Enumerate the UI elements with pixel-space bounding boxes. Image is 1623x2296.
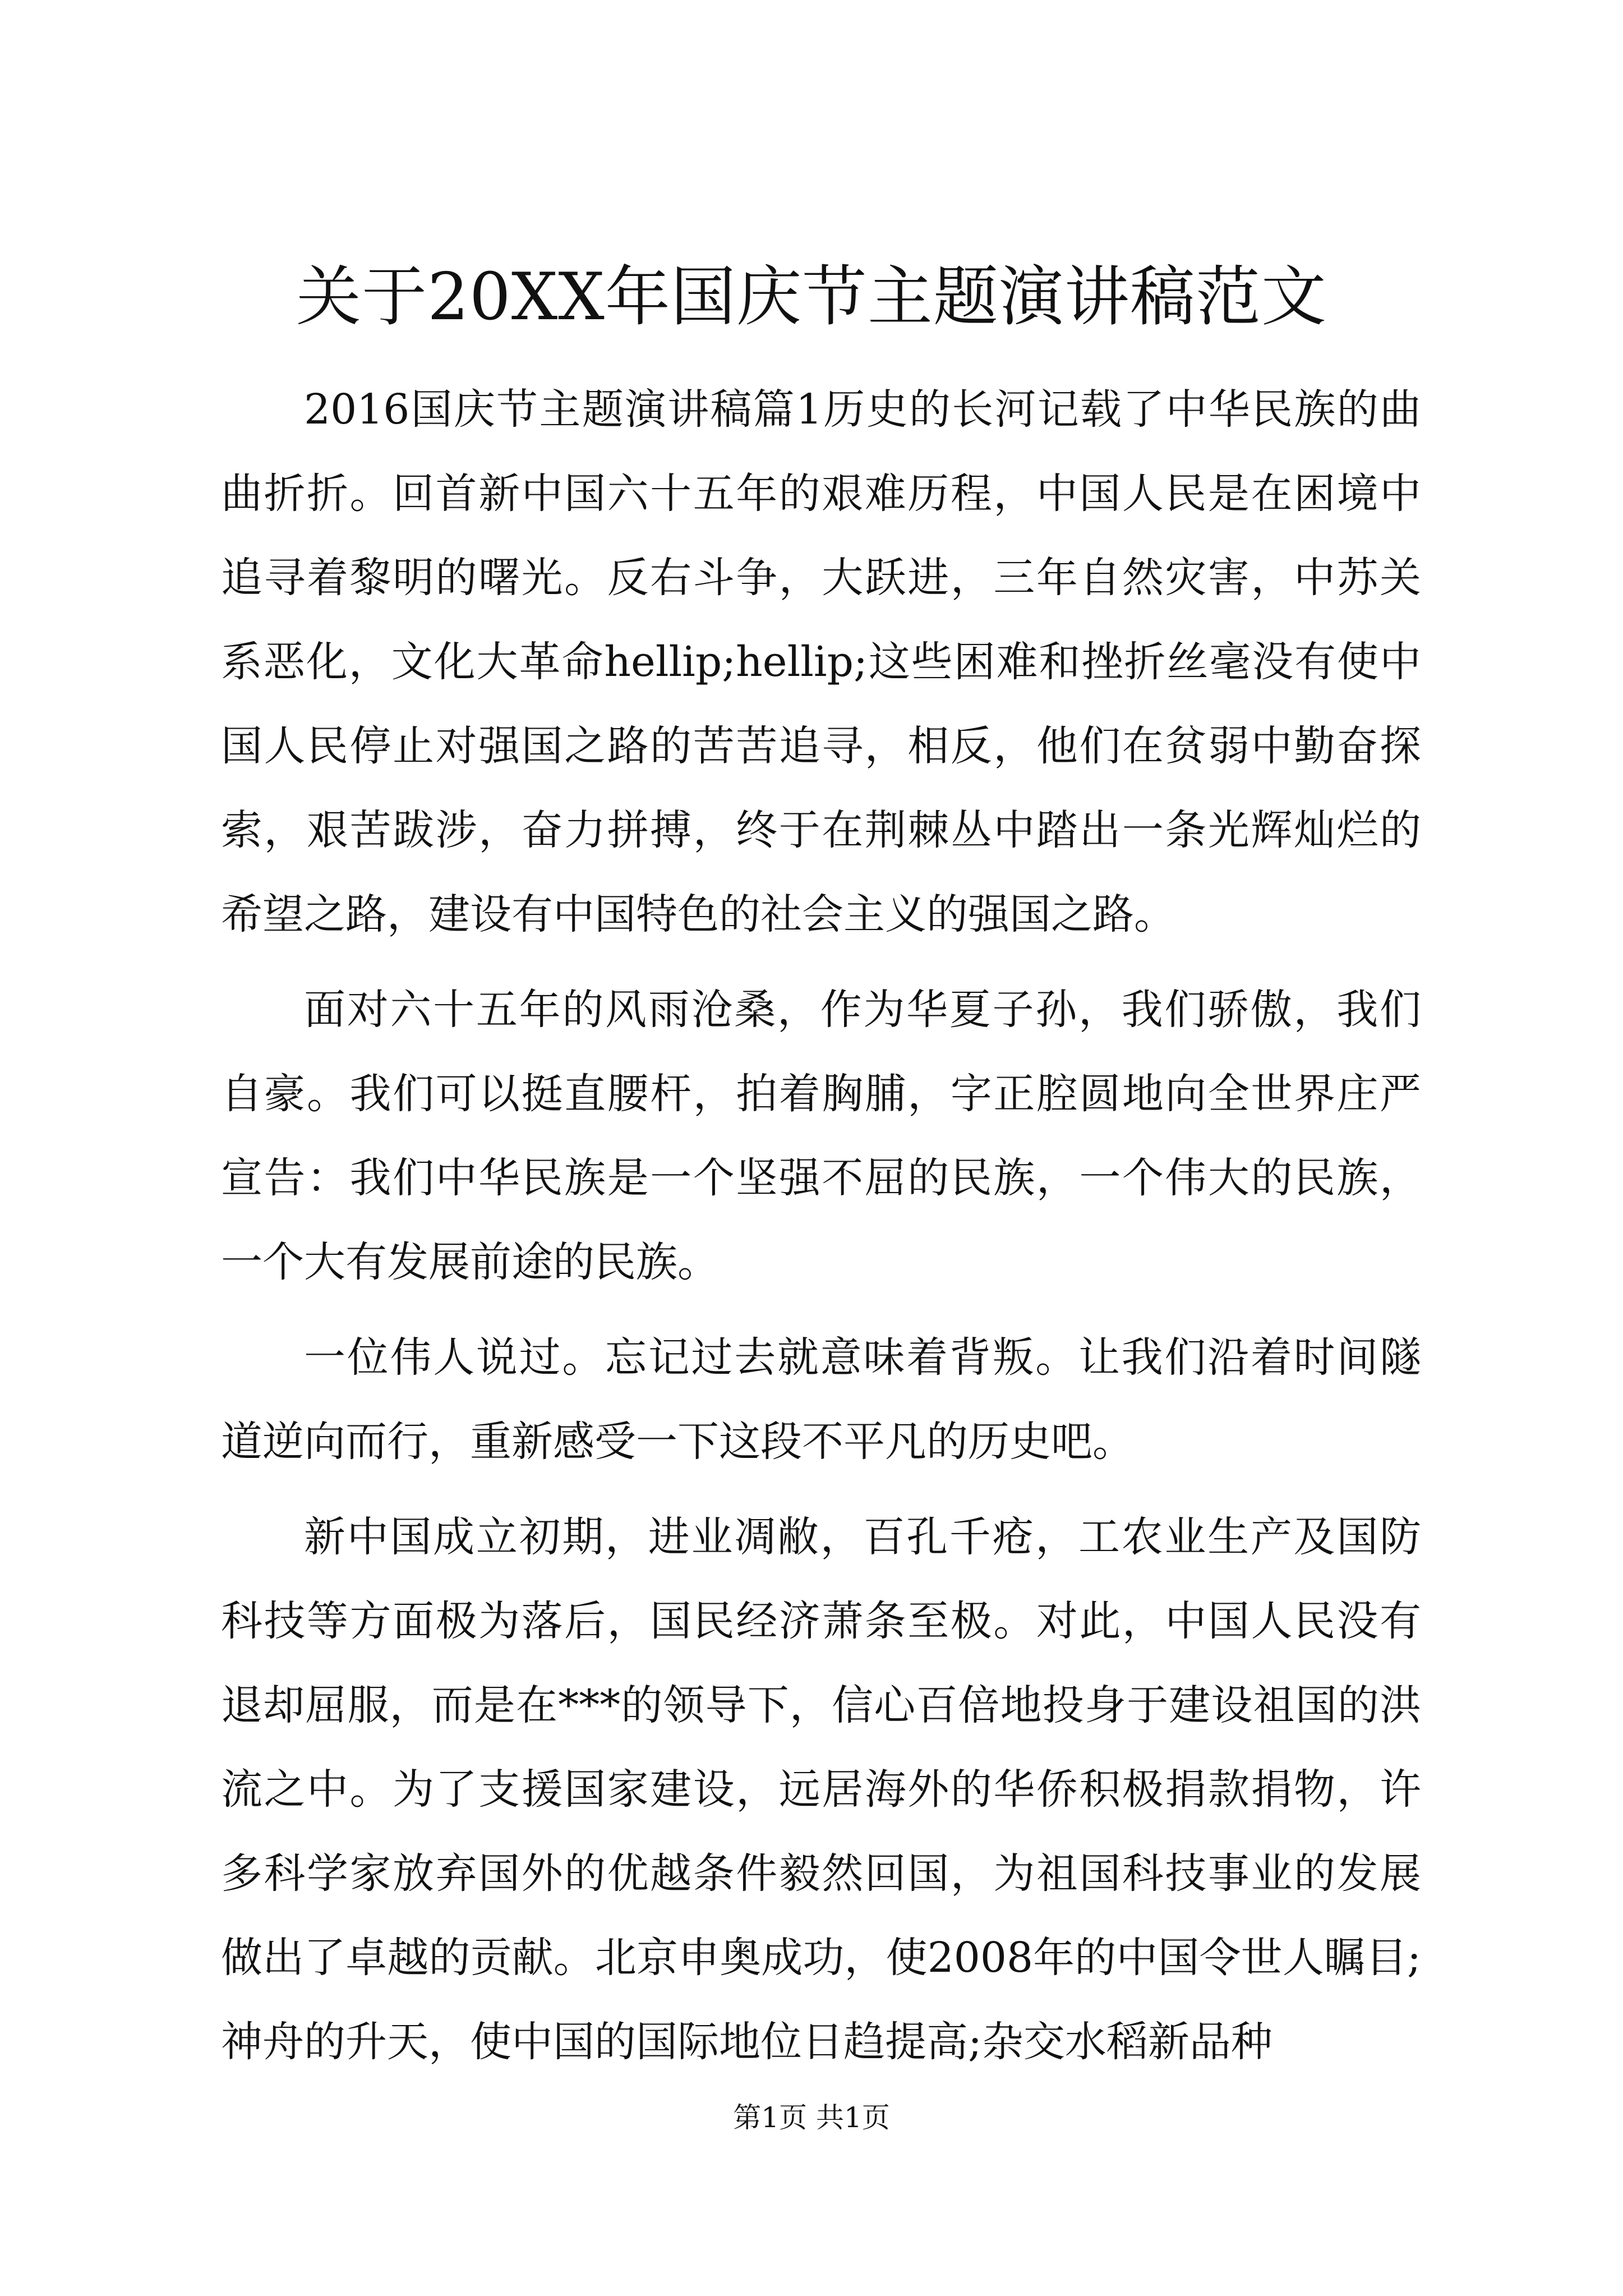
paragraph: 2016国庆节主题演讲稿篇1历史的长河记载了中华民族的曲曲折折。回首新中国六十五年的艰难历程，中国人民是在困境中追寻着黎明的曙光。反右斗争，大跃进，三年自然灾害，中苏关系恶化，文化大革命hellip;hellip;这些困难和挫折丝毫没有使中国人民停止对强国之路的苦苦追寻，相反，他们在贫弱中勤奋探索，艰苦跋涉，奋力拼搏，终于在荆棘丛中踏出一条光辉灿烂的希望之路，建设有中国特色的社会主义的强国之路。 [221,385,1421,938]
page-footer: 第1页 共1页 [733,2101,890,2134]
paragraph: 面对六十五年的风雨沧桑，作为华夏子孙，我们骄傲，我们自豪。我们可以挺直腰杆，拍着胸脯，字正腔圆地向全世界庄严宣告：我们中华民族是一个坚强不屈的民族，一个伟大的民族，一个大有发展前途的民族。 [221,986,1421,1286]
document-title: 关于20XX年国庆节主题演讲稿范文 [296,259,1327,335]
document-body [221,367,1421,2095]
paragraph: 新中国成立初期，进业凋敝，百孔千疮，工农业生产及国防科技等方面极为落后，国民经济萧条至极。对此，中国人民没有退却屈服，而是在***的领导下，信心百倍地投身于建设祖国的洪流之中。为了支援国家建设，远居海外的华侨积极捐款捐物，许多科学家放弃国外的优越条件毅然回国，为祖国科技事业的发展做出了卓越的贡献。北京申奥成功，使2008年的中国令世人瞩目;神舟的升天，使中国的国际地位日趋提高;杂交水稻新品种 [221,1513,1421,2066]
paragraph: 一位伟人说过。忘记过去就意味着背叛。让我们沿着时间隧道逆向而行，重新感受一下这段不平凡的历史吧。 [221,1333,1421,1466]
